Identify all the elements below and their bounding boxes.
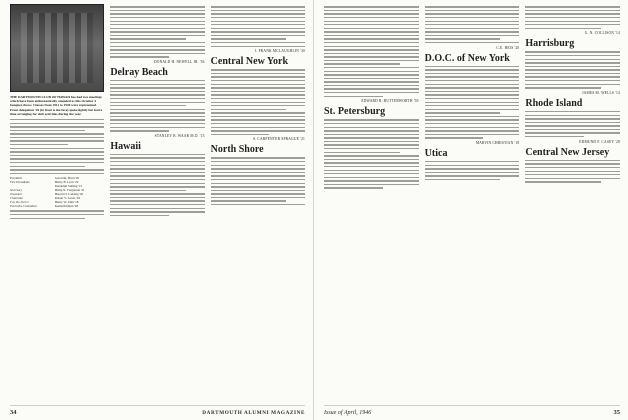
signature: MARVIN CHRISTIAN '18 <box>475 140 520 145</box>
article-text <box>10 119 104 174</box>
section-heading-doc-of-new-york: D.O.C. of New York <box>424 52 510 64</box>
photo-caption: THE DARTMOUTH CLUB OF HAWAII has had two meetings which have been enthusiastically attended as this October 4 banquet shows. Classes from 1911 to 1946 were represented. Front delegation '26 (in front is the face) spoke lightly but had a time arranging for club activities during the year. <box>10 95 103 116</box>
left-column-2 <box>110 4 204 402</box>
officer-row: Executive Committee Kenneth Dunn '28 <box>10 204 78 209</box>
right-page-footer <box>324 405 620 417</box>
section-heading-central-new-york: Central New York <box>210 56 289 68</box>
signature: C.E. HEIS '20 <box>496 45 520 50</box>
section-heading-hawaii: Hawaii <box>110 140 141 152</box>
signature: JAMES M. WELLS '14 <box>582 90 621 95</box>
section-heading-north-shore: North Shore <box>210 144 264 156</box>
signature: EDWARD R. BUTTERWORTH '39 <box>361 99 419 104</box>
hawaii-club-photo <box>10 4 104 92</box>
section-heading-central-new-jersey: Central New Jersey <box>525 146 610 158</box>
section-heading-st-petersburg: St. Petersburg <box>324 106 386 118</box>
officers-table <box>10 176 104 208</box>
section-heading-utica: Utica <box>424 147 448 159</box>
signature: S. CARPENTER SPRAGUE '21 <box>253 137 305 142</box>
signature: DONALD H. NEWELL JR. '36 <box>154 59 205 64</box>
officer-row: Chairman Robert V. Lewis '29 <box>10 196 80 201</box>
left-column-3 <box>211 4 305 402</box>
left-column-1 <box>10 4 104 402</box>
page-number: 35 <box>613 409 620 416</box>
page-number: 34 <box>10 409 17 416</box>
signature: J. FRANK MCLAUGHLIN '30 <box>254 49 305 54</box>
left-page-footer <box>10 405 305 417</box>
right-column-2 <box>425 4 520 402</box>
issue-date: Issue of April, 1946 <box>324 409 372 416</box>
officer-row: Vice Presidents Henry B. Lyon '22 <box>10 180 79 185</box>
section-heading-delray-beach: Delray Beach <box>110 66 168 78</box>
right-column-3 <box>525 4 620 402</box>
signature: STANLEY B. WAAR M.D. '15 <box>154 133 205 138</box>
signature: G. N. COLLISON '14 <box>584 31 621 36</box>
section-heading-harrisburg: Harrisburg <box>525 38 575 50</box>
magazine-title: DARTMOUTH ALUMNI MAGAZINE <box>202 409 305 416</box>
section-heading-rhode-island: Rhode Island <box>525 97 583 109</box>
officer-row: President Gerald R. Hurd '20 <box>10 176 80 181</box>
officer-row: Treasurer Harold O. Lansing '26 <box>10 192 84 197</box>
right-page <box>314 0 628 420</box>
officer-row: Randolph Stirling '21 <box>54 184 83 189</box>
right-column-1 <box>324 4 419 402</box>
signature: EDMUND F. CASEY '28 <box>579 139 621 144</box>
officer-row: Fox the D.O.C. Henry W. Zinn '18 <box>10 200 79 205</box>
officer-row: Secretary Philip N. Fergusson '21 <box>10 188 85 193</box>
